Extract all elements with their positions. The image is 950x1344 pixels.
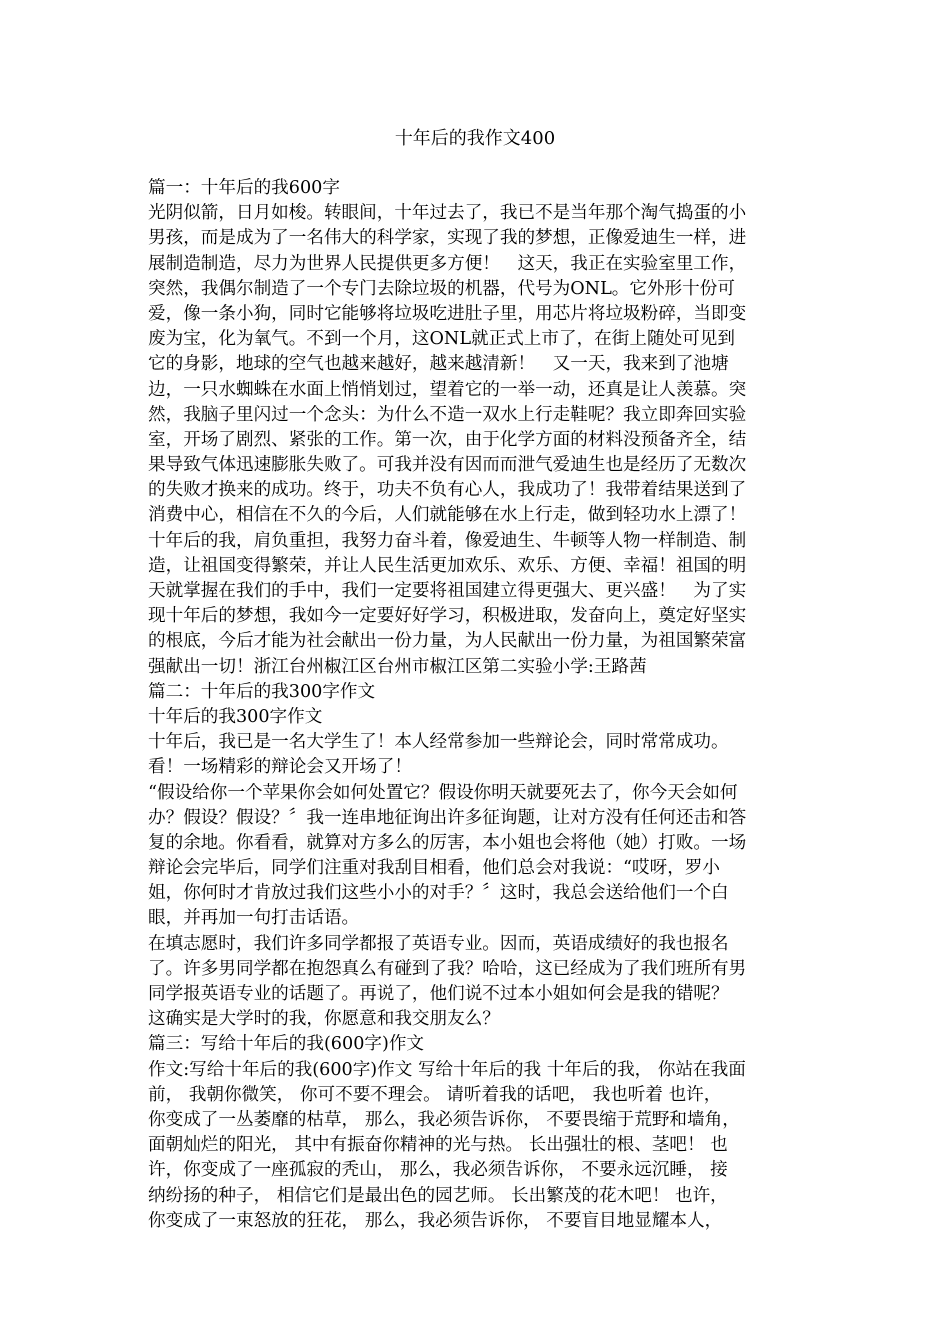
document-body — [148, 176, 808, 1234]
text-line: 许，你变成了一座孤寂的秃山， 那么，我必须告诉你， 不要永远沉睡， 接 — [148, 1160, 728, 1181]
document-title: 十年后的我作文400 — [394, 128, 556, 149]
text-line: 办？假设？假设？〞我一连串地征询出许多征询题，让对方没有任何还击和答 — [148, 807, 747, 828]
text-line: 边，一只水蜘蛛在水面上悄悄划过，望着它的一举一动，还真是让人羡慕。突 — [148, 379, 747, 400]
text-line: 果导致气体迅速膨胀失败了。可我并没有因而而泄气爱迪生也是经历了无数次 — [148, 455, 747, 476]
text-line: 强献出一切！浙江台州椒江区台州市椒江区第二实验小学:王路茜 — [148, 656, 647, 677]
text-line: 男孩，而是成为了一名伟大的科学家，实现了我的梦想，正像爱迪生一样，进 — [148, 228, 747, 249]
text-line: 作文:写给十年后的我(600字)作文 写给十年后的我 十年后的我， 你站在我面 — [148, 1059, 746, 1080]
text-line: 篇二：十年后的我300字作文 — [148, 681, 376, 702]
text-line: 篇三：写给十年后的我(600字)作文 — [148, 1034, 425, 1055]
text-line: 十年后的我，肩负重担，我努力奋斗着，像爱迪生、牛顿等人物一样制造、制 — [148, 530, 747, 551]
text-line: 的失败才换来的成功。终于，功夫不负有心人，我成功了！我带着结果送到了 — [148, 480, 747, 501]
text-line: 在填志愿时，我们许多同学都报了英语专业。因而，英语成绩好的我也报名 — [148, 933, 729, 954]
text-line: 辩论会完毕后，同学们注重对我刮目相看，他们总会对我说：“哎呀，罗小 — [148, 858, 720, 879]
text-line: 光阴似箭，日月如梭。转眼间，十年过去了，我已不是当年那个淘气捣蛋的小 — [148, 203, 747, 224]
text-line: 废为宝，化为氧气。不到一个月，这ONL就正式上市了，在街上随处可见到 — [148, 329, 735, 350]
text-line: 它的身影，地球的空气也越来越好，越来越清新！ 又一天，我来到了池塘 — [148, 354, 729, 375]
text-line: 展制造制造，尽力为世界人民提供更多方便！ 这天，我正在实验室里工作， — [148, 253, 747, 274]
text-line: 复的余地。你看看，就算对方多么的厉害，本小姐也会将他（她）打败。一场 — [148, 832, 747, 853]
text-line: 你变成了一束怒放的狂花， 那么，我必须告诉你， 不要盲目地显耀本人， — [148, 1210, 723, 1231]
text-line: 面朝灿烂的阳光， 其中有振奋你精神的光与热。 长出强壮的根、茎吧！ 也 — [148, 1135, 728, 1156]
text-line: 看！一场精彩的辩论会又开场了！ — [148, 757, 412, 778]
text-line: 突然，我偶尔制造了一个专门去除垃圾的机器，代号为ONL。它外形十份可 — [148, 278, 735, 299]
text-line: 眼，并再加一句打击话语。 — [148, 908, 360, 929]
text-line: 天就掌握在我们的手中，我们一定要将祖国建立得更强大、更兴盛！ 为了实 — [148, 581, 747, 601]
text-line: “假设给你一个苹果你会如何处置它？假设你明天就要死去了，你今天会如何 — [148, 782, 738, 803]
text-line: 然，我脑子里闪过一个念头：为什么不造一双水上行走鞋呢？我立即奔回实验 — [148, 404, 747, 425]
text-line: 姐，你何时才肯放过我们这些小小的对手？〞这时，我总会送给他们一个白 — [148, 883, 729, 904]
text-line: 篇一：十年后的我600字 — [148, 178, 340, 198]
text-line: 消费中心，相信在不久的今后，人们就能够在水上行走，做到轻功水上漂了！ — [148, 505, 747, 526]
text-line: 这确实是大学时的我，你愿意和我交朋友么？ — [148, 1009, 500, 1030]
text-line: 十年后，我已是一名大学生了！本人经常参加一些辩论会，同时常常成功。 — [148, 732, 729, 753]
text-line: 的根底，今后才能为社会献出一份力量，为人民献出一份力量，为祖国繁荣富 — [148, 631, 747, 652]
text-line: 你变成了一丛萎靡的枯草， 那么，我必须告诉你， 不要畏缩于荒野和墙角， — [148, 1109, 740, 1130]
text-line: 十年后的我300字作文 — [148, 706, 323, 727]
text-line: 造，让祖国变得繁荣，并让人民生活更加欢乐、欢乐、方便、幸福！祖国的明 — [148, 555, 747, 576]
text-line: 同学报英语专业的话题了。再说了，他们说不过本小姐如何会是我的错呢？ — [148, 984, 729, 1004]
text-line: 室，开场了剧烈、紧张的工作。第一次，由于化学方面的材料没预备齐全，结 — [148, 429, 747, 450]
text-line: 前， 我朝你微笑， 你可不要不理会。 请听着我的话吧， 我也听着 也许， — [148, 1084, 722, 1105]
text-line: 爱，像一条小狗，同时它能够将垃圾吃进肚子里，用芯片将垃圾粉碎，当即变 — [148, 303, 747, 324]
text-line: 了。许多男同学都在抱怨真么有碰到了我？哈哈，这已经成为了我们班所有男 — [148, 958, 747, 979]
text-line: 现十年后的梦想，我如今一定要好好学习，积极进取，发奋向上，奠定好坚实 — [148, 606, 747, 627]
text-line: 纳纷扬的种子， 相信它们是最出色的园艺师。 长出繁茂的花木吧！ 也许， — [148, 1185, 728, 1206]
